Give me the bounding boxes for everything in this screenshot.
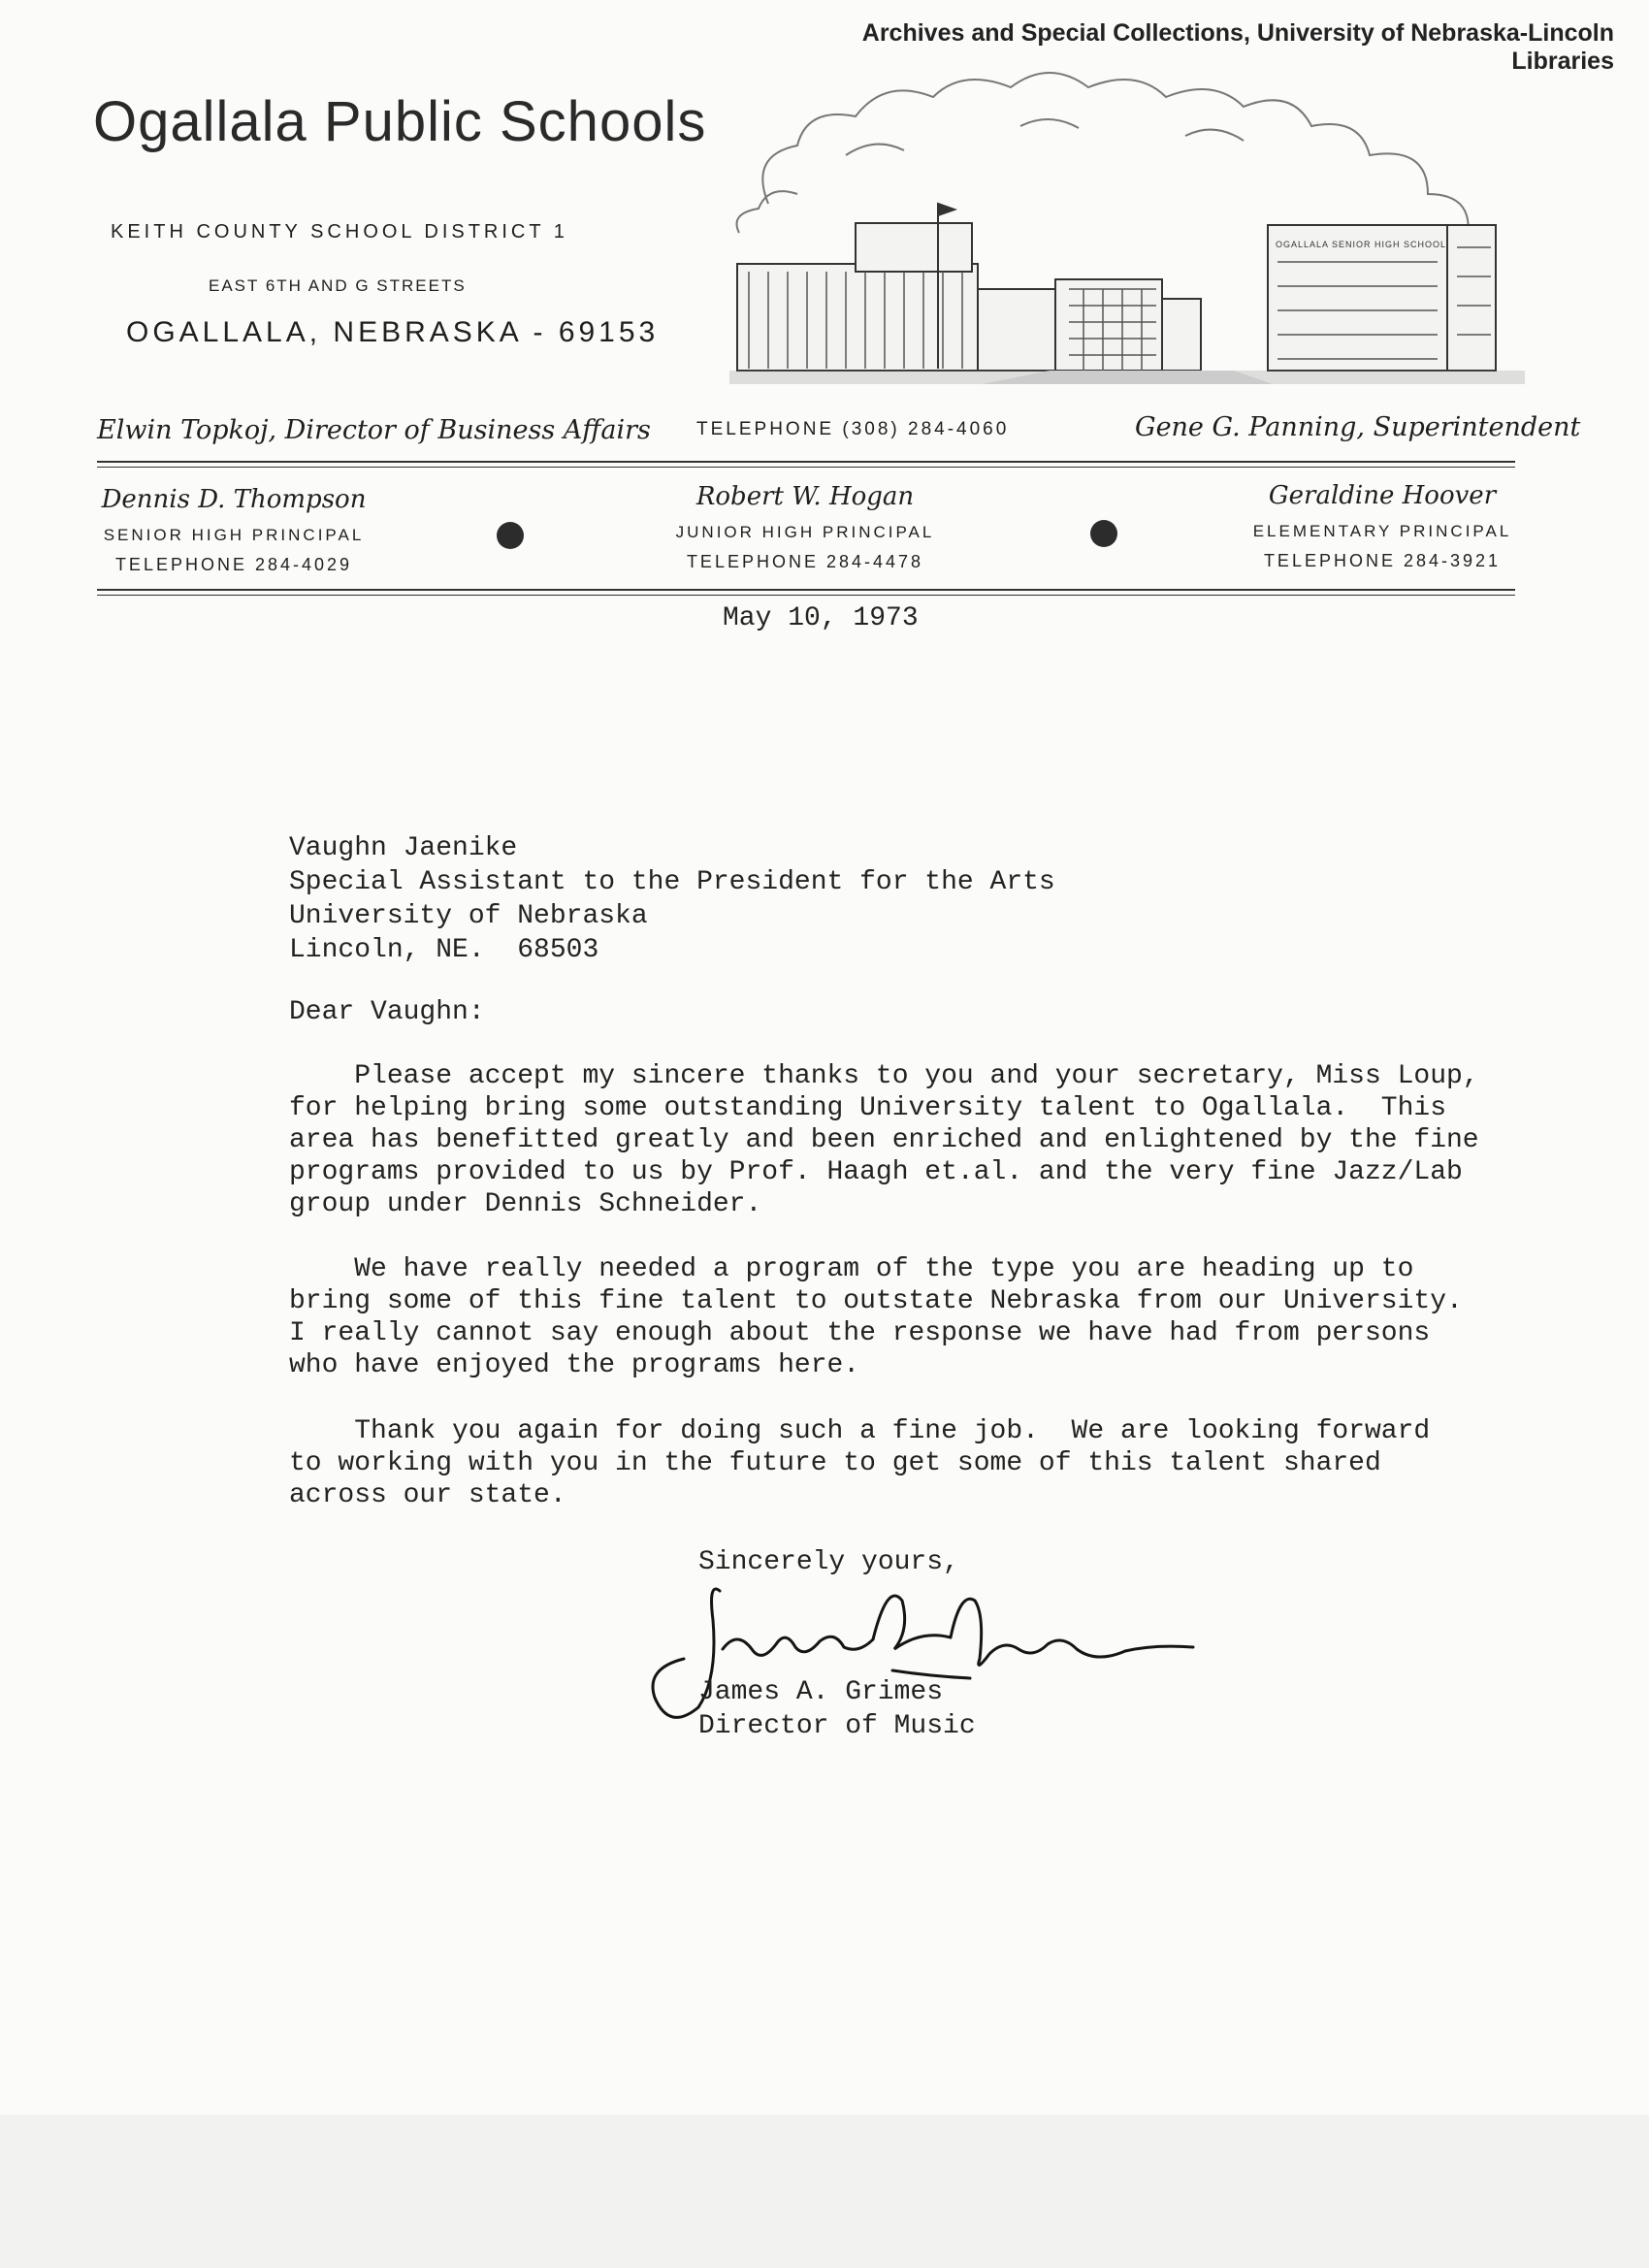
- principal-name: Robert W. Hogan: [695, 482, 915, 511]
- header-rule-top: [97, 461, 1515, 463]
- business-affairs-director: Elwin Topkoj, Director of Business Affairs: [97, 415, 651, 445]
- principal-senior-high: [93, 485, 374, 575]
- main-telephone: TELEPHONE (308) 284-4060: [696, 419, 1010, 439]
- signer-name: James A. Grimes: [698, 1677, 944, 1707]
- letterhead-school-name: Ogallala Public Schools: [93, 90, 707, 153]
- archive-banner: Archives and Special Collections, University of Nebraska-Lincoln Libraries: [861, 19, 1614, 75]
- salutation: Dear Vaughn:: [289, 997, 485, 1027]
- letter-date: May 10, 1973: [723, 603, 919, 633]
- header-rule-top-thin: [97, 467, 1515, 468]
- principal-phone: TELEPHONE 284-3921: [1263, 551, 1502, 570]
- principal-phone: TELEPHONE 284-4029: [114, 555, 353, 574]
- city-address: OGALLALA, NEBRASKA - 69153: [126, 316, 660, 348]
- separator-dot: [1090, 520, 1117, 547]
- recipient-address: Vaughn Jaenike Special Assistant to the President for the Arts University of Nebraska Lincoln, NE. 68503: [289, 833, 1055, 965]
- principal-title: JUNIOR HIGH PRINCIPAL: [675, 523, 935, 541]
- body-paragraph: Please accept my sincere thanks to you and your secretary, Miss Loup, for helping bring some outstanding University talent to Ogallala. This area has benefitted greatly and been enriched and enlightened by the fine programs provided to us by Prof. Haagh et.al. and the very fine Jazz/Lab group under Dennis Schneider.: [289, 1061, 1479, 1219]
- body-paragraph: We have really needed a program of the type you are heading up to bring some of this fine talent to outstate Nebraska from our University. I really cannot say enough about the response we have had from persons who have enjoyed the programs here.: [289, 1254, 1463, 1380]
- street-address: EAST 6TH AND G STREETS: [209, 276, 467, 295]
- principal-phone: TELEPHONE 284-4478: [686, 552, 924, 571]
- principal-junior-high: [660, 482, 951, 572]
- body-paragraph: Thank you again for doing such a fine job. We are looking forward to working with you in the future to get some of this talent shared across our state.: [289, 1416, 1431, 1510]
- principal-elementary: [1242, 481, 1523, 571]
- principal-title: SENIOR HIGH PRINCIPAL: [103, 526, 365, 544]
- header-rule-bottom-thin: [97, 595, 1515, 596]
- district-name: KEITH COUNTY SCHOOL DISTRICT 1: [111, 221, 568, 243]
- header-rule-bottom: [97, 589, 1515, 591]
- separator-dot: [497, 522, 524, 549]
- school-building-illustration: [729, 39, 1525, 398]
- principal-name: Geraldine Hoover: [1268, 481, 1497, 510]
- principal-name: Dennis D. Thompson: [101, 485, 367, 514]
- building-sign: OGALLALA SENIOR HIGH SCHOOL: [1276, 240, 1447, 249]
- superintendent: Gene G. Panning, Superintendent: [1135, 412, 1581, 442]
- principal-title: ELEMENTARY PRINCIPAL: [1252, 522, 1512, 540]
- scan-bottom-edge: [0, 2115, 1649, 2268]
- closing: Sincerely yours,: [698, 1547, 959, 1577]
- signer-title: Director of Music: [698, 1711, 976, 1741]
